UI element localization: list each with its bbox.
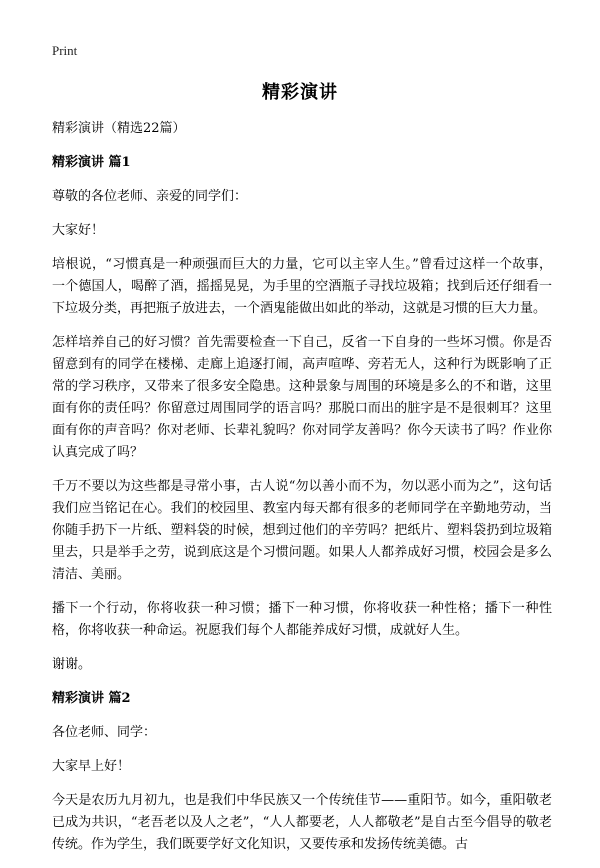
- paragraph: 大家好！: [52, 223, 105, 238]
- document-body: [52, 118, 552, 868]
- document-subtitle: 精彩演讲（精选22篇）: [52, 121, 186, 136]
- print-link[interactable]: Print: [52, 43, 78, 58]
- paragraph: 谢谢。: [52, 657, 92, 672]
- page-title: 精彩演讲: [262, 82, 338, 103]
- paragraph: 大家早上好！: [52, 759, 131, 774]
- paragraph: 今天是农历九月初九，也是我们中华民族又一个传统佳节——重阳节。如今，重阳敬老已成为共识，“老吾老以及人之老”，“人人都要老，人人都敬老”是自古至今倡导的敬老传统。作为学生，我们既要学好文化知识，又要传承和发扬传统美德。古: [52, 793, 552, 852]
- paragraph: 尊敬的各位老师、亲爱的同学们：: [52, 189, 248, 204]
- paragraph: 培根说，“习惯真是一种顽强而巨大的力量，它可以主宰人生。”曾看过这样一个故事，一个德国人，喝醉了酒，摇摇晃晃，为手里的空酒瓶子寻找垃圾箱；找到后还仔细看一下垃圾分类，再把瓶子放进去，一个酒鬼能做出如此的举动，这就是习惯的巨大力量。: [52, 257, 552, 316]
- section-heading: 精彩演讲 篇2: [52, 691, 131, 706]
- paragraph: 怎样培养自己的好习惯？首先需要检查一下自己，反省一下自身的一些坏习惯。你是否留意到有的同学在楼梯、走廊上追逐打闹，高声喧哗、旁若无人，这种行为既影响了正常的学习秩序，又带来了很多安全隐患。这种景象与周围的环境是多么的不和谐，这里面有你的责任吗？你留意过周围同学的语言吗？那脱口而出的脏字是不是很刺耳？这里面有你的声音吗？你对老师、长辈礼貌吗？你对同学友善吗？你今天读书了吗？作业你认真完成了吗？: [52, 335, 552, 460]
- paragraph: 播下一个行动，你将收获一种习惯；播下一种习惯，你将收获一种性格；播下一种性格，你将收获一种命运。祝愿我们每个人都能养成好习惯，成就好人生。: [52, 601, 552, 638]
- section-heading: 精彩演讲 篇1: [52, 155, 131, 170]
- paragraph: 千万不要以为这些都是寻常小事，古人说“勿以善小而不为，勿以恶小而为之”，这句话我们应当铭记在心。我们的校园里、教室内每天都有很多的老师同学在辛勤地劳动，当你随手扔下一片纸、塑料袋的时候，想到过他们的辛劳吗？把纸片、塑料袋扔到垃圾箱里去，只是举手之劳，说到底这是个习惯问题。如果人人都养成好习惯，校园会是多么清洁、美丽。: [52, 479, 552, 582]
- paragraph: 各位老师、同学：: [52, 725, 157, 740]
